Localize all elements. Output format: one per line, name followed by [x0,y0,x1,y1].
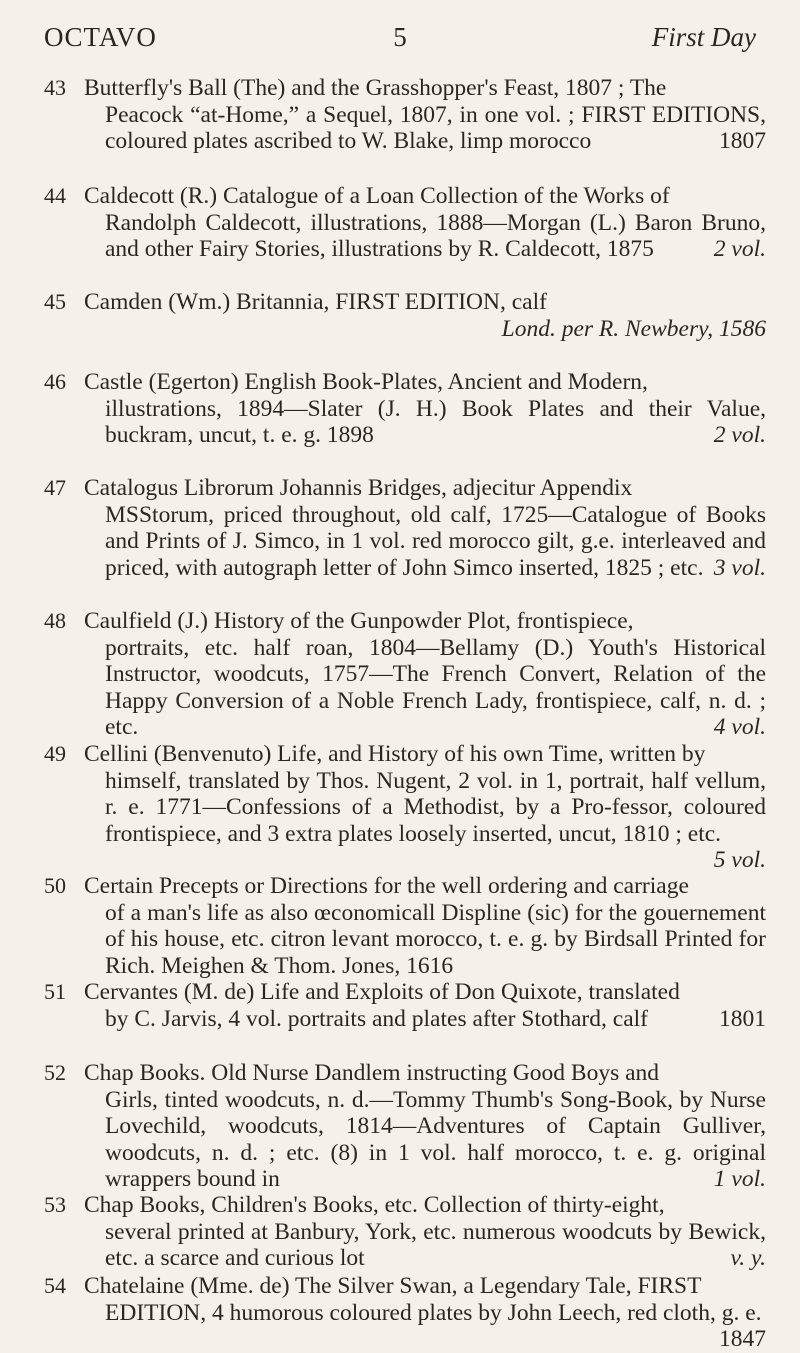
lot-description [84,289,766,342]
running-head [44,22,756,62]
lot-body: illustrations, 1894—Slater (J. H.) Book Plates and their Value, buckram, uncut, t. e. g. 1898 [105,395,766,449]
lot-first-line: Chap Books, Children's Books, etc. Collection of thirty-eight, [84,1192,665,1218]
lot-body: by C. Jarvis, 4 vol. portraits and plates after Stothard, calf [105,1005,648,1032]
lot-first-line: Caulfield (J.) History of the Gunpowder Plot, frontispiece, [84,608,634,634]
lot-date: 1847 [719,1326,766,1353]
lot-entry [44,979,766,1032]
lot-volumes: 3 vol. [713,554,766,581]
lot-first-line: Catalogus Librorum Johannis Bridges, adjecitur Appendix [84,475,633,501]
lot-volumes: 5 vol. [713,847,766,874]
format-label: OCTAVO [44,22,157,52]
lot-number: 49 [44,741,66,766]
lot-volumes: v. y. [730,1245,766,1272]
lot-volumes: 4 vol. [713,714,766,741]
lot-first-line: Castle (Egerton) English Book-Plates, Ancient and Modern, [84,369,648,395]
lot-body: Randolph Caldecott, illustrations, 1888—Morgan (L.) Baron Bruno, and other Fairy Stories, illustrations by R. Caldecott, 1875 [105,209,766,263]
lot-description [84,1192,766,1272]
lot-number: 52 [44,1060,66,1085]
lot-body: of a man's life as also œconomicall Displine (sic) for the gouernement of his house, etc. citron levant morocco, t. e. g. by Birdsall Printed for Rich. Meighen & Thom. Jones, 1616 [105,899,766,979]
lot-entry [44,289,766,342]
lot-date: 1807 [719,128,766,155]
lot-number: 51 [44,979,66,1004]
page-number: 5 [393,22,407,52]
lot-description [84,608,766,741]
lot-entry [44,741,766,874]
lot-description [84,475,766,581]
lot-number: 53 [44,1192,66,1217]
lot-body: himself, translated by Thos. Nugent, 2 vol. in 1, portrait, half vellum, r. e. 1771—Confessions of a Methodist, by a Pro-fessor, coloured frontispiece, and 3 extra plates loosely inserted, uncut, 1810 ; etc. [105,767,766,847]
lot-entry [44,1273,766,1353]
lot-first-line: Certain Precepts or Directions for the well ordering and carriage [84,873,689,899]
lot-volumes: 1 vol. [713,1166,766,1193]
lot-description [84,183,766,263]
lot-description [84,979,766,1032]
lot-entry [44,608,766,741]
lot-date: 1801 [719,1005,766,1032]
lot-entry [44,1192,766,1272]
lot-body: several printed at Banbury, York, etc. numerous woodcuts by Bewick, etc. a scarce and curious lot [105,1218,766,1272]
lot-description [84,741,766,874]
lot-body: portraits, etc. half roan, 1804—Bellamy (D.) Youth's Historical Instructor, woodcuts, 1757—The French Convert, Relation of the Happy Conversion of a Noble French Lady, frontispiece, calf, n. d. ; etc. [105,634,766,741]
lot-first-line: Chap Books. Old Nurse Dandlem instructing Good Boys and [84,1060,660,1086]
lot-number: 46 [44,369,66,394]
lot-entry [44,369,766,449]
lot-first-line: Cervantes (M. de) Life and Exploits of Don Quixote, translated [84,979,680,1005]
lot-volumes: 2 vol. [713,422,766,449]
lot-first-line: Cellini (Benvenuto) Life, and History of his own Time, written by [84,741,706,767]
lot-volumes: 2 vol. [713,236,766,263]
lot-entry [44,1060,766,1193]
lot-description [84,1273,766,1353]
lot-entry [44,873,766,979]
lot-first-line: Camden (Wm.) Britannia, FIRST EDITION, calf [84,289,547,315]
lot-number: 43 [44,75,66,100]
lot-body: Peacock “at-Home,” a Sequel, 1807, in one vol. ; FIRST EDITIONS, coloured plates ascribed to W. Blake, limp morocco [105,101,766,155]
lot-number: 44 [44,183,66,208]
lot-number: 50 [44,873,66,898]
lot-description [84,1060,766,1193]
lot-number: 48 [44,608,66,633]
lot-number: 47 [44,475,66,500]
lot-description [84,369,766,449]
lot-description [84,873,766,979]
lot-imprint: Lond. per R. Newbery, 1586 [501,315,766,342]
lot-entry [44,475,766,581]
lot-entry [44,75,766,155]
lot-body: Girls, tinted woodcuts, n. d.—Tommy Thumb's Song-Book, by Nurse Lovechild, woodcuts, 1814—Adventures of Captain Gulliver, woodcuts, n. d. ; etc. (8) in 1 vol. half morocco, t. e. g. original wrappers bound in [105,1086,766,1193]
lot-first-line: Chatelaine (Mme. de) The Silver Swan, a Legendary Tale, FIRST [84,1273,702,1299]
lot-body: EDITION, 4 humorous coloured plates by John Leech, red cloth, g. e. [105,1299,762,1326]
lot-entry [44,183,766,263]
lot-body: MSStorum, priced throughout, old calf, 1725—Catalogue of Books and Prints of J. Simco, in 1 vol. red morocco gilt, g.e. interleaved and priced, with autograph letter of John Simco inserted, 1825 ; etc. [105,501,766,581]
lot-first-line: Butterfly's Ball (The) and the Grasshopper's Feast, 1807 ; The [84,75,667,101]
lot-first-line: Caldecott (R.) Catalogue of a Loan Collection of the Works of [84,183,670,209]
lot-description [84,75,766,155]
lot-number: 54 [44,1273,66,1298]
lot-number: 45 [44,289,66,314]
sale-day: First Day [651,22,756,52]
